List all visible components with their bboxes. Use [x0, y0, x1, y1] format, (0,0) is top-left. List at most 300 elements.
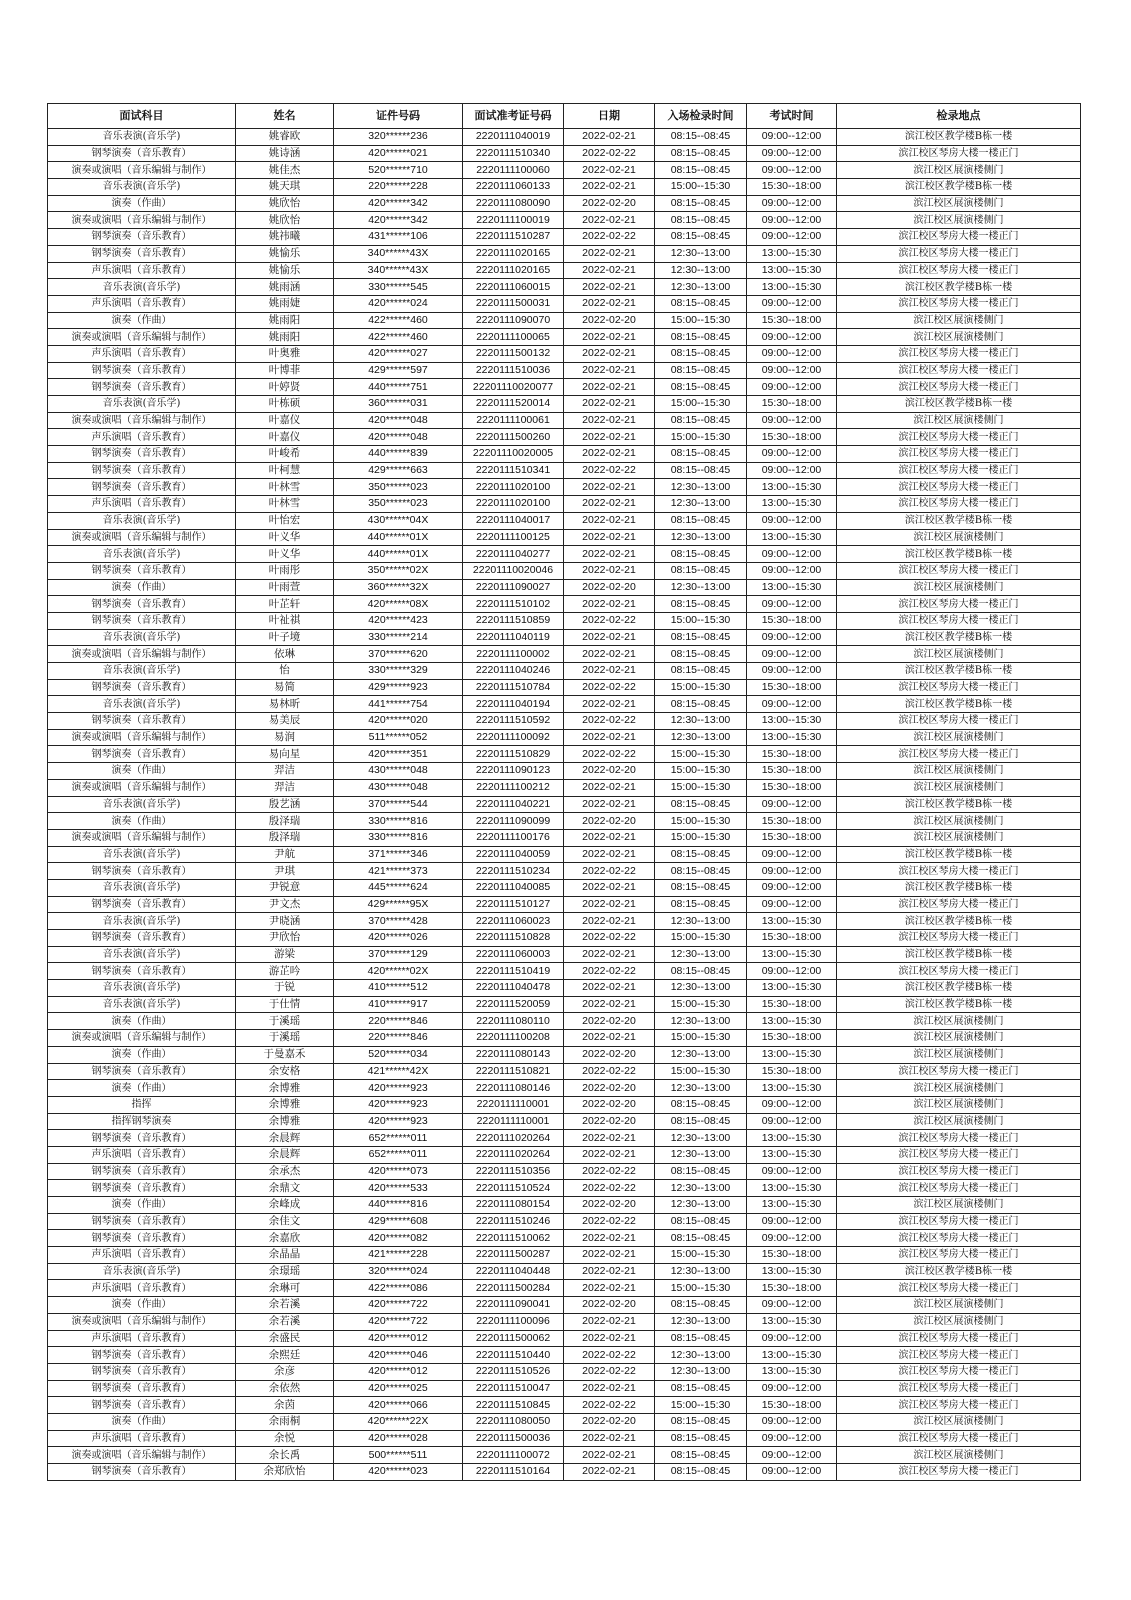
id-number-cell: 421******228	[334, 1247, 463, 1264]
admission-number-cell: 2220111080050	[463, 1413, 564, 1430]
date-cell: 2022-02-22	[564, 930, 655, 947]
id-number-cell: 420******046	[334, 1347, 463, 1364]
subject-cell: 演奏（作曲）	[48, 1080, 236, 1097]
table-row	[48, 980, 1081, 997]
checkin-time-cell: 15:00--15:30	[655, 429, 747, 446]
admission-number-cell: 2220111090027	[463, 579, 564, 596]
table-row	[48, 579, 1081, 596]
name-cell: 叶婷贤	[236, 379, 334, 396]
id-number-cell: 370******620	[334, 646, 463, 663]
subject-cell: 钢琴演奏（音乐教育）	[48, 362, 236, 379]
name-cell: 尹锐意	[236, 879, 334, 896]
exam-time-cell: 15:30--18:00	[747, 746, 837, 763]
date-cell: 2022-02-21	[564, 179, 655, 196]
checkin-time-cell: 08:15--08:45	[655, 1213, 747, 1230]
date-cell: 2022-02-22	[564, 1363, 655, 1380]
header-admission-number: 面试准考证号码	[463, 104, 564, 129]
table-row	[48, 746, 1081, 763]
checkin-time-cell: 08:15--08:45	[655, 879, 747, 896]
id-number-cell: 320******236	[334, 129, 463, 146]
name-cell: 姚欣怡	[236, 195, 334, 212]
checkin-time-cell: 08:15--08:45	[655, 1096, 747, 1113]
exam-time-cell: 15:30--18:00	[747, 312, 837, 329]
exam-time-cell: 09:00--12:00	[747, 1330, 837, 1347]
location-cell: 滨江校区展演楼侧门	[837, 1046, 1081, 1063]
id-number-cell: 350******023	[334, 479, 463, 496]
admission-number-cell: 2220111520059	[463, 996, 564, 1013]
subject-cell: 钢琴演奏（音乐教育）	[48, 462, 236, 479]
location-cell: 滨江校区教学楼B栋一楼	[837, 129, 1081, 146]
subject-cell: 演奏（作曲）	[48, 813, 236, 830]
date-cell: 2022-02-21	[564, 329, 655, 346]
exam-time-cell: 09:00--12:00	[747, 1447, 837, 1464]
admission-number-cell: 2220111040119	[463, 629, 564, 646]
table-row	[48, 729, 1081, 746]
table-row	[48, 663, 1081, 680]
name-cell: 羿洁	[236, 779, 334, 796]
name-cell: 叶义华	[236, 529, 334, 546]
checkin-time-cell: 08:15--08:45	[655, 646, 747, 663]
date-cell: 2022-02-21	[564, 1263, 655, 1280]
checkin-time-cell: 08:15--08:45	[655, 1447, 747, 1464]
admission-number-cell: 2220111510419	[463, 963, 564, 980]
subject-cell: 钢琴演奏（音乐教育）	[48, 1464, 236, 1481]
subject-cell: 音乐表演(音乐学)	[48, 846, 236, 863]
admission-number-cell: 2220111100208	[463, 1030, 564, 1047]
subject-cell: 演奏或演唱（音乐编辑与制作）	[48, 412, 236, 429]
table-row	[48, 996, 1081, 1013]
checkin-time-cell: 12:30--13:00	[655, 529, 747, 546]
id-number-cell: 420******023	[334, 1464, 463, 1481]
id-number-cell: 420******22X	[334, 1413, 463, 1430]
table-row	[48, 496, 1081, 513]
admission-number-cell: 2220111100065	[463, 329, 564, 346]
date-cell: 2022-02-21	[564, 262, 655, 279]
date-cell: 2022-02-20	[564, 763, 655, 780]
table-row	[48, 696, 1081, 713]
location-cell: 滨江校区教学楼B栋一楼	[837, 396, 1081, 413]
name-cell: 余雨桐	[236, 1413, 334, 1430]
admission-number-cell: 2220111040017	[463, 512, 564, 529]
subject-cell: 演奏或演唱（音乐编辑与制作）	[48, 779, 236, 796]
checkin-time-cell: 08:15--08:45	[655, 596, 747, 613]
subject-cell: 钢琴演奏（音乐教育）	[48, 446, 236, 463]
subject-cell: 钢琴演奏（音乐教育）	[48, 1230, 236, 1247]
checkin-time-cell: 15:00--15:30	[655, 679, 747, 696]
location-cell: 滨江校区琴房大楼一楼正门	[837, 713, 1081, 730]
date-cell: 2022-02-22	[564, 863, 655, 880]
admission-number-cell: 2220111020100	[463, 496, 564, 513]
table-row	[48, 479, 1081, 496]
name-cell: 余安格	[236, 1063, 334, 1080]
table-row	[48, 879, 1081, 896]
checkin-time-cell: 12:30--13:00	[655, 1080, 747, 1097]
date-cell: 2022-02-21	[564, 1146, 655, 1163]
table-row	[48, 1380, 1081, 1397]
name-cell: 余承杰	[236, 1163, 334, 1180]
exam-time-cell: 15:30--18:00	[747, 1030, 837, 1047]
id-number-cell: 431******106	[334, 229, 463, 246]
id-number-cell: 421******42X	[334, 1063, 463, 1080]
exam-time-cell: 09:00--12:00	[747, 1096, 837, 1113]
subject-cell: 声乐演唱（音乐教育）	[48, 295, 236, 312]
checkin-time-cell: 08:15--08:45	[655, 846, 747, 863]
id-number-cell: 440******01X	[334, 529, 463, 546]
checkin-time-cell: 08:15--08:45	[655, 329, 747, 346]
date-cell: 2022-02-21	[564, 379, 655, 396]
header-location: 检录地点	[837, 104, 1081, 129]
table-row	[48, 813, 1081, 830]
id-number-cell: 421******373	[334, 863, 463, 880]
name-cell: 姚诗涵	[236, 145, 334, 162]
location-cell: 滨江校区展演楼侧门	[837, 162, 1081, 179]
subject-cell: 钢琴演奏（音乐教育）	[48, 1063, 236, 1080]
table-row	[48, 145, 1081, 162]
date-cell: 2022-02-21	[564, 245, 655, 262]
date-cell: 2022-02-21	[564, 279, 655, 296]
subject-cell: 演奏（作曲）	[48, 312, 236, 329]
name-cell: 于溪瑶	[236, 1030, 334, 1047]
exam-time-cell: 13:00--15:30	[747, 1197, 837, 1214]
id-number-cell: 420******722	[334, 1297, 463, 1314]
admission-number-cell: 2220111100125	[463, 529, 564, 546]
table-row	[48, 1447, 1081, 1464]
location-cell: 滨江校区琴房大楼一楼正门	[837, 562, 1081, 579]
admission-number-cell: 2220111500260	[463, 429, 564, 446]
checkin-time-cell: 15:00--15:30	[655, 746, 747, 763]
exam-time-cell: 09:00--12:00	[747, 362, 837, 379]
exam-time-cell: 09:00--12:00	[747, 145, 837, 162]
date-cell: 2022-02-22	[564, 1213, 655, 1230]
exam-time-cell: 13:00--15:30	[747, 1146, 837, 1163]
id-number-cell: 429******663	[334, 462, 463, 479]
exam-time-cell: 15:30--18:00	[747, 1397, 837, 1414]
id-number-cell: 330******816	[334, 829, 463, 846]
date-cell: 2022-02-21	[564, 796, 655, 813]
exam-time-cell: 09:00--12:00	[747, 846, 837, 863]
table-row	[48, 362, 1081, 379]
subject-cell: 钢琴演奏（音乐教育）	[48, 1180, 236, 1197]
date-cell: 2022-02-20	[564, 195, 655, 212]
checkin-time-cell: 15:00--15:30	[655, 779, 747, 796]
admission-number-cell: 2220111100212	[463, 779, 564, 796]
id-number-cell: 370******129	[334, 946, 463, 963]
date-cell: 2022-02-21	[564, 913, 655, 930]
admission-number-cell: 2220111090041	[463, 1297, 564, 1314]
name-cell: 叶义华	[236, 546, 334, 563]
name-cell: 余盛民	[236, 1330, 334, 1347]
name-cell: 易润	[236, 729, 334, 746]
checkin-time-cell: 08:15--08:45	[655, 629, 747, 646]
name-cell: 叶雨彤	[236, 562, 334, 579]
location-cell: 滨江校区琴房大楼一楼正门	[837, 1280, 1081, 1297]
table-row	[48, 179, 1081, 196]
exam-time-cell: 09:00--12:00	[747, 162, 837, 179]
checkin-time-cell: 08:15--08:45	[655, 1330, 747, 1347]
subject-cell: 钢琴演奏（音乐教育）	[48, 245, 236, 262]
name-cell: 叶祉祺	[236, 612, 334, 629]
table-row	[48, 1046, 1081, 1063]
id-number-cell: 420******027	[334, 345, 463, 362]
checkin-time-cell: 12:30--13:00	[655, 946, 747, 963]
subject-cell: 钢琴演奏（音乐教育）	[48, 863, 236, 880]
id-number-cell: 420******024	[334, 295, 463, 312]
exam-time-cell: 15:30--18:00	[747, 429, 837, 446]
checkin-time-cell: 15:00--15:30	[655, 179, 747, 196]
name-cell: 余晨辉	[236, 1130, 334, 1147]
table-row	[48, 245, 1081, 262]
subject-cell: 演奏（作曲）	[48, 195, 236, 212]
table-row	[48, 512, 1081, 529]
exam-time-cell: 15:30--18:00	[747, 1063, 837, 1080]
header-subject: 面试科目	[48, 104, 236, 129]
date-cell: 2022-02-21	[564, 529, 655, 546]
exam-time-cell: 15:30--18:00	[747, 179, 837, 196]
subject-cell: 演奏或演唱（音乐编辑与制作）	[48, 212, 236, 229]
id-number-cell: 420******423	[334, 612, 463, 629]
checkin-time-cell: 12:30--13:00	[655, 713, 747, 730]
table-row	[48, 162, 1081, 179]
checkin-time-cell: 08:15--08:45	[655, 512, 747, 529]
subject-cell: 钢琴演奏（音乐教育）	[48, 896, 236, 913]
subject-cell: 音乐表演(音乐学)	[48, 913, 236, 930]
exam-time-cell: 09:00--12:00	[747, 195, 837, 212]
date-cell: 2022-02-22	[564, 713, 655, 730]
admission-number-cell: 2220111080110	[463, 1013, 564, 1030]
location-cell: 滨江校区教学楼B栋一楼	[837, 996, 1081, 1013]
checkin-time-cell: 12:30--13:00	[655, 496, 747, 513]
location-cell: 滨江校区展演楼侧门	[837, 1197, 1081, 1214]
subject-cell: 音乐表演(音乐学)	[48, 179, 236, 196]
location-cell: 滨江校区展演楼侧门	[837, 1080, 1081, 1097]
exam-time-cell: 09:00--12:00	[747, 696, 837, 713]
exam-time-cell: 13:00--15:30	[747, 262, 837, 279]
checkin-time-cell: 12:30--13:00	[655, 729, 747, 746]
checkin-time-cell: 08:15--08:45	[655, 896, 747, 913]
location-cell: 滨江校区琴房大楼一楼正门	[837, 229, 1081, 246]
id-number-cell: 410******512	[334, 980, 463, 997]
date-cell: 2022-02-21	[564, 562, 655, 579]
name-cell: 于曼嘉禾	[236, 1046, 334, 1063]
date-cell: 2022-02-21	[564, 129, 655, 146]
id-number-cell: 445******624	[334, 879, 463, 896]
id-number-cell: 441******754	[334, 696, 463, 713]
name-cell: 余琳可	[236, 1280, 334, 1297]
admission-number-cell: 2220111020165	[463, 262, 564, 279]
table-row	[48, 462, 1081, 479]
checkin-time-cell: 15:00--15:30	[655, 813, 747, 830]
checkin-time-cell: 12:30--13:00	[655, 1313, 747, 1330]
location-cell: 滨江校区琴房大楼一楼正门	[837, 1330, 1081, 1347]
exam-time-cell: 15:30--18:00	[747, 1247, 837, 1264]
table-row	[48, 1464, 1081, 1481]
location-cell: 滨江校区展演楼侧门	[837, 813, 1081, 830]
id-number-cell: 420******08X	[334, 596, 463, 613]
table-row	[48, 429, 1081, 446]
name-cell: 叶峻希	[236, 446, 334, 463]
id-number-cell: 220******846	[334, 1030, 463, 1047]
table-row	[48, 1197, 1081, 1214]
location-cell: 滨江校区琴房大楼一楼正门	[837, 863, 1081, 880]
exam-time-cell: 09:00--12:00	[747, 295, 837, 312]
id-number-cell: 370******428	[334, 913, 463, 930]
name-cell: 叶怡宏	[236, 512, 334, 529]
checkin-time-cell: 08:15--08:45	[655, 462, 747, 479]
exam-time-cell: 09:00--12:00	[747, 1297, 837, 1314]
subject-cell: 钢琴演奏（音乐教育）	[48, 930, 236, 947]
exam-time-cell: 09:00--12:00	[747, 879, 837, 896]
date-cell: 2022-02-21	[564, 629, 655, 646]
date-cell: 2022-02-21	[564, 1430, 655, 1447]
date-cell: 2022-02-21	[564, 1330, 655, 1347]
exam-time-cell: 09:00--12:00	[747, 1213, 837, 1230]
location-cell: 滨江校区琴房大楼一楼正门	[837, 1380, 1081, 1397]
exam-time-cell: 13:00--15:30	[747, 245, 837, 262]
subject-cell: 演奏（作曲）	[48, 579, 236, 596]
name-cell: 姚愉乐	[236, 262, 334, 279]
name-cell: 叶林雪	[236, 479, 334, 496]
subject-cell: 钢琴演奏（音乐教育）	[48, 479, 236, 496]
id-number-cell: 422******460	[334, 329, 463, 346]
location-cell: 滨江校区琴房大楼一楼正门	[837, 245, 1081, 262]
admission-number-cell: 2220111020264	[463, 1146, 564, 1163]
name-cell: 叶嘉仪	[236, 429, 334, 446]
name-cell: 易林昕	[236, 696, 334, 713]
admission-number-cell: 2220111500287	[463, 1247, 564, 1264]
location-cell: 滨江校区展演楼侧门	[837, 1447, 1081, 1464]
id-number-cell: 420******028	[334, 1430, 463, 1447]
checkin-time-cell: 08:15--08:45	[655, 663, 747, 680]
date-cell: 2022-02-21	[564, 779, 655, 796]
date-cell: 2022-02-21	[564, 1464, 655, 1481]
table-row	[48, 763, 1081, 780]
subject-cell: 钢琴演奏（音乐教育）	[48, 1380, 236, 1397]
name-cell: 余郑欣怡	[236, 1464, 334, 1481]
admission-number-cell: 2220111080143	[463, 1046, 564, 1063]
exam-time-cell: 15:30--18:00	[747, 763, 837, 780]
name-cell: 尹欣怡	[236, 930, 334, 947]
checkin-time-cell: 08:15--08:45	[655, 362, 747, 379]
admission-number-cell: 2220111510859	[463, 612, 564, 629]
id-number-cell: 420******073	[334, 1163, 463, 1180]
checkin-time-cell: 12:30--13:00	[655, 262, 747, 279]
checkin-time-cell: 12:30--13:00	[655, 1046, 747, 1063]
id-number-cell: 330******329	[334, 663, 463, 680]
checkin-time-cell: 08:15--08:45	[655, 212, 747, 229]
checkin-time-cell: 12:30--13:00	[655, 1347, 747, 1364]
location-cell: 滨江校区展演楼侧门	[837, 1297, 1081, 1314]
subject-cell: 演奏或演唱（音乐编辑与制作）	[48, 1447, 236, 1464]
checkin-time-cell: 08:15--08:45	[655, 562, 747, 579]
checkin-time-cell: 08:15--08:45	[655, 129, 747, 146]
table-row	[48, 212, 1081, 229]
id-number-cell: 420******923	[334, 1096, 463, 1113]
exam-time-cell: 15:30--18:00	[747, 930, 837, 947]
name-cell: 殷泽瑞	[236, 813, 334, 830]
table-row	[48, 963, 1081, 980]
table-row	[48, 1163, 1081, 1180]
table-row	[48, 913, 1081, 930]
name-cell: 余晨辉	[236, 1146, 334, 1163]
id-number-cell: 330******545	[334, 279, 463, 296]
checkin-time-cell: 08:15--08:45	[655, 345, 747, 362]
exam-time-cell: 13:00--15:30	[747, 529, 837, 546]
location-cell: 滨江校区琴房大楼一楼正门	[837, 1247, 1081, 1264]
date-cell: 2022-02-22	[564, 145, 655, 162]
date-cell: 2022-02-21	[564, 1380, 655, 1397]
name-cell: 叶博菲	[236, 362, 334, 379]
name-cell: 姚欣怡	[236, 212, 334, 229]
id-number-cell: 652******011	[334, 1146, 463, 1163]
name-cell: 尹文杰	[236, 896, 334, 913]
exam-time-cell: 09:00--12:00	[747, 229, 837, 246]
checkin-time-cell: 15:00--15:30	[655, 396, 747, 413]
location-cell: 滨江校区展演楼侧门	[837, 312, 1081, 329]
admission-number-cell: 2220111510821	[463, 1063, 564, 1080]
admission-number-cell: 2220111090099	[463, 813, 564, 830]
name-cell: 余茵	[236, 1397, 334, 1414]
subject-cell: 声乐演唱（音乐教育）	[48, 496, 236, 513]
table-row	[48, 396, 1081, 413]
exam-time-cell: 09:00--12:00	[747, 963, 837, 980]
date-cell: 2022-02-21	[564, 212, 655, 229]
name-cell: 游梁	[236, 946, 334, 963]
date-cell: 2022-02-21	[564, 1030, 655, 1047]
location-cell: 滨江校区琴房大楼一楼正门	[837, 1397, 1081, 1414]
location-cell: 滨江校区琴房大楼一楼正门	[837, 1130, 1081, 1147]
id-number-cell: 422******460	[334, 312, 463, 329]
admission-number-cell: 2220111510592	[463, 713, 564, 730]
checkin-time-cell: 12:30--13:00	[655, 1197, 747, 1214]
name-cell: 于仕情	[236, 996, 334, 1013]
subject-cell: 音乐表演(音乐学)	[48, 663, 236, 680]
admission-number-cell: 2220111100019	[463, 212, 564, 229]
id-number-cell: 520******710	[334, 162, 463, 179]
exam-time-cell: 15:30--18:00	[747, 679, 837, 696]
admission-number-cell: 2220111080090	[463, 195, 564, 212]
header-id-number: 证件号码	[334, 104, 463, 129]
subject-cell: 演奏（作曲）	[48, 1013, 236, 1030]
location-cell: 滨江校区教学楼B栋一楼	[837, 913, 1081, 930]
subject-cell: 演奏或演唱（音乐编辑与制作）	[48, 162, 236, 179]
name-cell: 依琳	[236, 646, 334, 663]
table-row	[48, 1330, 1081, 1347]
name-cell: 易向星	[236, 746, 334, 763]
id-number-cell: 350******023	[334, 496, 463, 513]
table-row	[48, 229, 1081, 246]
checkin-time-cell: 12:30--13:00	[655, 1263, 747, 1280]
admission-number-cell: 2220111040478	[463, 980, 564, 997]
name-cell: 余峰成	[236, 1197, 334, 1214]
subject-cell: 演奏（作曲）	[48, 1413, 236, 1430]
id-number-cell: 440******816	[334, 1197, 463, 1214]
name-cell: 余依然	[236, 1380, 334, 1397]
name-cell: 姚祎曦	[236, 229, 334, 246]
id-number-cell: 330******214	[334, 629, 463, 646]
exam-time-cell: 09:00--12:00	[747, 212, 837, 229]
admission-number-cell: 2220111510036	[463, 362, 564, 379]
checkin-time-cell: 15:00--15:30	[655, 930, 747, 947]
checkin-time-cell: 12:30--13:00	[655, 245, 747, 262]
name-cell: 姚愉乐	[236, 245, 334, 262]
checkin-time-cell: 15:00--15:30	[655, 612, 747, 629]
table-row	[48, 329, 1081, 346]
location-cell: 滨江校区琴房大楼一楼正门	[837, 1146, 1081, 1163]
id-number-cell: 420******066	[334, 1397, 463, 1414]
admission-number-cell: 2220111060133	[463, 179, 564, 196]
subject-cell: 钢琴演奏（音乐教育）	[48, 1163, 236, 1180]
id-number-cell: 430******048	[334, 779, 463, 796]
